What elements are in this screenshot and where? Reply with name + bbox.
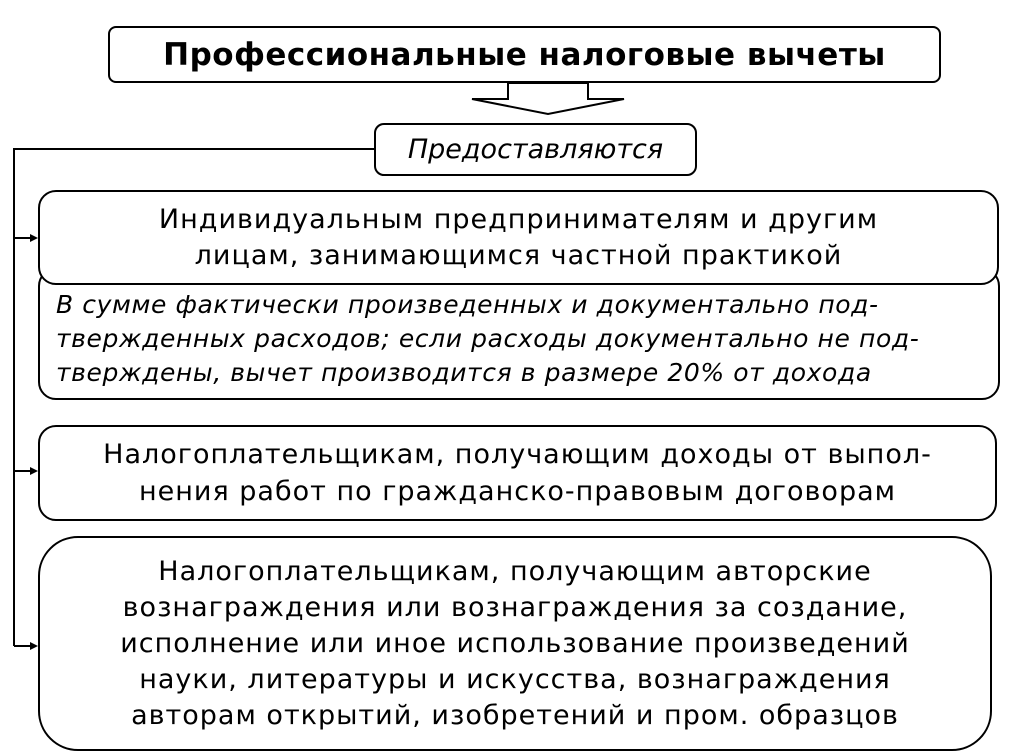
down-block-arrow [472, 83, 624, 114]
entrepreneurs-note-text: В сумме фактически произведенных и документально под- твержденных расходов; если расходы документально не под- тверждены, вычет производится в размере 20% от дохода [56, 290, 920, 387]
recipient-civil-contracts-text: Налогоплательщикам, получающим доходы от выпол- нения работ по гражданско-правовым договорам [103, 439, 932, 507]
recipient-civil-contracts [38, 425, 997, 521]
diagram-title-text: Профессиональные налоговые вычеты [163, 36, 886, 73]
recipient-entrepreneurs-text: Индивидуальным предпринимателям и другим лицам, занимающимся частной практикой [158, 203, 879, 271]
diagram-title [108, 26, 941, 83]
branch-arrow-authors [14, 642, 38, 650]
branch-arrow-contracts [14, 467, 38, 475]
entrepreneurs-deduction-note [38, 268, 1000, 400]
provided-box [374, 123, 697, 176]
recipient-authors-text: Налогоплательщикам, получающим авторские вознаграждения или вознаграждения за создание, исполнение или иное использование произведений науки, литературы и искусства, вознаграждения авторам открытий, изобретений и пром. образцов [120, 555, 910, 731]
branch-arrow-entrepreneurs [14, 234, 38, 242]
provided-label: Предоставляются [407, 134, 664, 165]
recipient-authors [38, 536, 992, 751]
recipient-entrepreneurs [38, 190, 999, 285]
